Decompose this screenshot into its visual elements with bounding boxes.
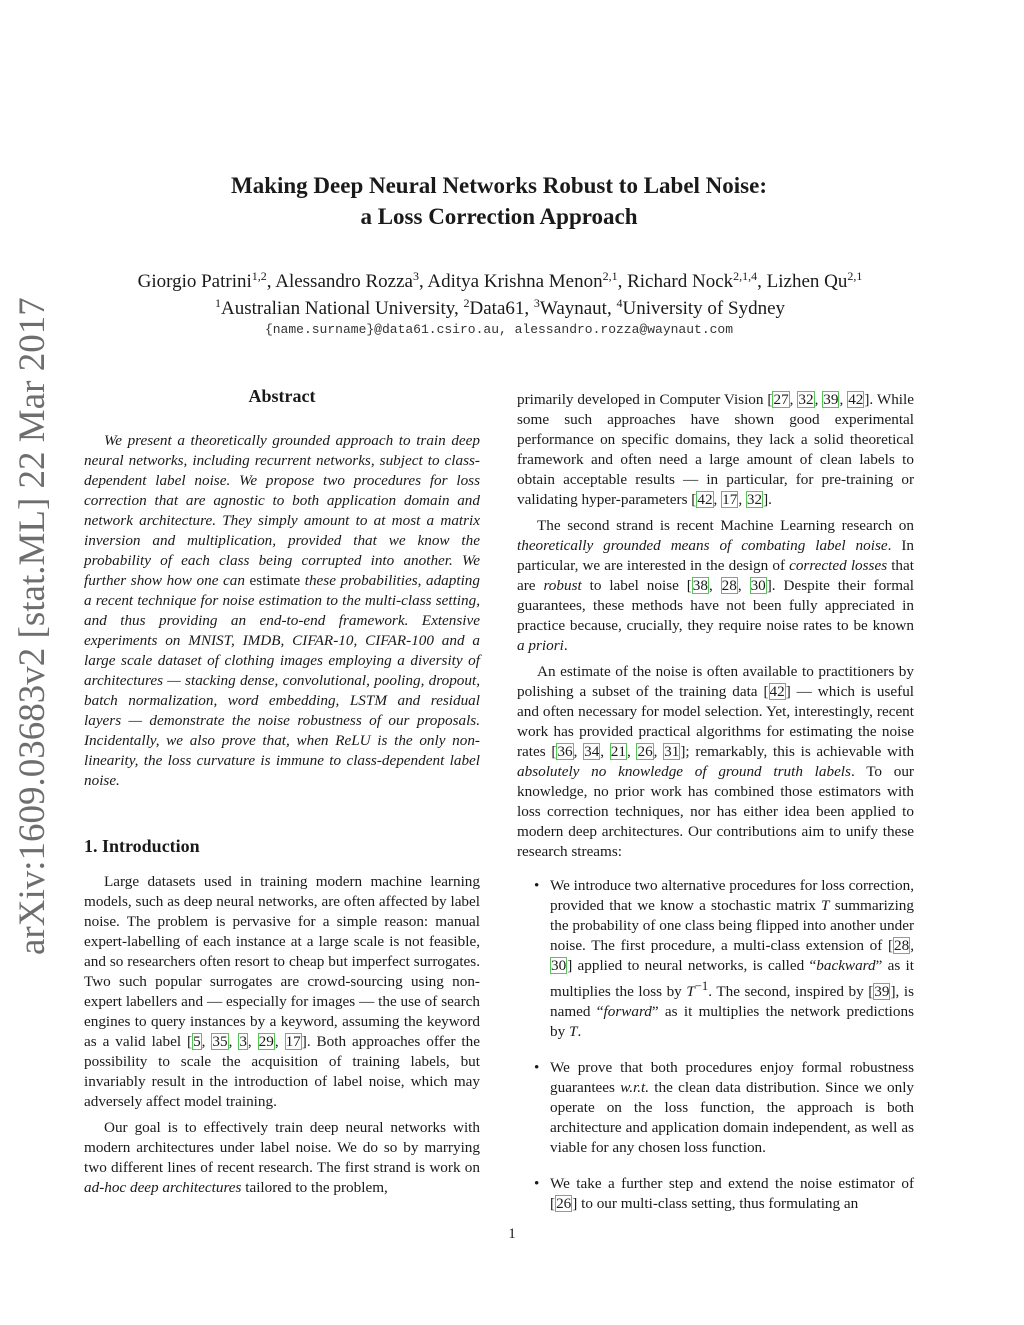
author-affiliation-mark: 3 — [412, 269, 419, 283]
text-span: We prove that both procedures enjoy formal robustness guarantees — [550, 1059, 914, 1097]
author-affiliation-mark: 2,1,4 — [733, 269, 758, 283]
affiliation-list — [60, 295, 940, 322]
citation-link[interactable]: 26 — [556, 1195, 572, 1213]
text-span: these probabilities, adapting a recent technique for noise estimation to the multi-class setting, and thus providing an end-to-end framework. Extensive experiments on MNIST, IMDB, CIFAR-10, CIFAR-100 and a large scale dataset of clothing images employing a diversity of architectures — stacking dense, convolutional, pooling, dropout, batch normalization, word embedding, LSTM and residual layers — demonstrate the noise robustness of our proposals. Incidentally, we also prove that, when ReLU is the only non-linearity, the loss curvature is immune to class-dependent label noise. — [84, 572, 480, 789]
text-span: ]. — [763, 491, 772, 508]
citation-link[interactable]: 21 — [610, 743, 626, 760]
bullet-marker: • — [534, 1175, 540, 1193]
citation-link[interactable]: 42 — [769, 683, 785, 700]
citation-link[interactable]: 35 — [212, 1033, 228, 1050]
introduction-body-left — [84, 872, 480, 1204]
emphasis: absolutely no knowledge of ground truth labels — [517, 763, 851, 780]
introduction-body-right — [517, 390, 914, 1230]
citation-link[interactable]: 3 — [239, 1033, 247, 1050]
contribution-item — [517, 1174, 914, 1214]
citation-link[interactable]: 39 — [874, 983, 890, 1001]
bullet-marker: • — [534, 877, 540, 894]
text-span: to label noise [ — [581, 577, 692, 594]
affiliation-mark: 2 — [463, 296, 470, 310]
author-block — [60, 268, 940, 322]
citation-link[interactable]: 38 — [692, 577, 708, 594]
text-span: ] to our multi-class setting, thus formulating an — [572, 1195, 859, 1213]
text-span: ]. Both approaches offer the possibility to scale the acquisition of training labels, but invariably result in the introduction of label noise, which may adversely affect model training. — [84, 1033, 480, 1110]
author-name: , Lizhen Qu — [757, 271, 848, 292]
text-span: . — [563, 637, 568, 654]
text-span: ” as it multiplies the loss by — [550, 957, 914, 1001]
math-superscript: −1 — [694, 979, 709, 993]
author-name: , Aditya Krishna Menon — [418, 271, 603, 292]
text-span: ] applied to neural networks, is called “ — [567, 957, 817, 974]
section-heading-introduction: 1. Introduction — [84, 836, 200, 856]
affiliation-mark: 3 — [533, 296, 540, 310]
citation-link[interactable]: 30 — [551, 957, 567, 974]
text-span: ]. Despite their formal guarantees, these methods have not been fully appreciated in practice because, crucially, they require noise rates to be known — [517, 577, 915, 634]
text-span: . To our knowledge, no prior work has combined those estimators with loss correction techniques, nor has either idea been applied to modern deep architectures. Our contributions aim to unify these research streams: — [517, 763, 914, 860]
text-span: We take a further step and extend the noise estimator of [ — [550, 1175, 914, 1213]
text-span: that are — [517, 557, 914, 594]
emphasis: a priori — [517, 637, 564, 654]
math-symbol: T — [568, 1023, 578, 1041]
citation-link[interactable]: 30 — [750, 577, 766, 594]
emphasis: backward — [816, 957, 876, 974]
text-span: summarizing the probability of one class being flipped into another under noise. The first procedure, a multi-class extension of [ — [550, 897, 914, 954]
emphasis: forward — [603, 1003, 652, 1021]
author-name: Giorgio Patrini — [137, 271, 252, 292]
paragraph: The second strand is recent Machine Learning research on theoretically grounded means of combating label noise. In particular, we are interested in the design of corrected losses that are robust to label noise [38, 28, 30]. Despite their formal guarantees, these methods have not been fully appreciated in practice because, crucially, they require noise rates to be known a priori. — [517, 517, 915, 654]
text-span: . In particular, we are interested in the design of — [517, 537, 914, 574]
citation-link[interactable]: 17 — [722, 491, 738, 508]
author-emails: {name.surname}@data61.csiro.au, alessandro.rozza@waynaut.com — [264, 322, 734, 337]
paper-title — [80, 170, 918, 232]
author-list — [60, 268, 940, 295]
text-span: ] — which is useful and often necessary for model selection. Yet, interestingly, recent work has provided practical algorithms for estimating the noise rates [ — [517, 683, 915, 760]
emphasis: ad-hoc deep architectures — [84, 1179, 242, 1196]
citation-link[interactable]: 29 — [258, 1033, 274, 1050]
paragraph: Large datasets used in training modern machine learning models, such as deep neural networks, are often affected by label noise. The problem is pervasive for a simple reason: manual expert-labelling of each instance at a large scale is not feasible, and so researchers often resort to cheap but imperfect surrogates. Two such popular surrogates are crowd-sourcing using non-expert labellers and — especially for images — the use of search engines to query instances by a keyword, assuming the keyword as a valid label [5, 35, 3, 29, 17]. Both approaches offer the possibility to scale the acquisition of training labels, but invariably result in the introduction of label noise, which may adversely affect model training. — [84, 873, 480, 1110]
text-span: The second strand is recent Machine Learning research on — [537, 517, 914, 534]
contribution-item — [517, 1058, 914, 1158]
contribution-item: • We introduce two alternative procedures for loss correction, provided that we know a stochastic matrix T summarizing the probability of one class being flipped into another under noise. The first procedure, a multi-class extension of [28, 30] applied to neural networks, is called “backward” as it multiplies the loss by $T^{-1}$. The second, inspired by [39], is named “forward” as it multiplies the network predictions by T. — [534, 877, 915, 1041]
text-span: We present a theoretically grounded approach to train deep neural networks, including recurrent networks, subject to class-dependent label noise. We propose two procedures for loss correction that are agnostic to both application domain and network architecture. They simply amount to at most a matrix inversion and multiplication, provided that we know the probability of each class being corrupted into another. We further show how one can — [84, 432, 480, 589]
citation-link[interactable]: 27 — [773, 391, 789, 408]
page-number: 1 — [508, 1226, 516, 1242]
paragraph: An estimate of the noise is often available to practitioners by polishing a subset of the training data [42] — which is useful and often necessary for model selection. Yet, interestingly, recent work has provided practical algorithms for estimating the noise rates [36, 34, 21, 26, 31]; remarkably, this is achievable with absolutely no knowledge of ground truth labels. To our knowledge, no prior work has combined those estimators with loss correction techniques, nor has either idea been applied to modern deep architectures. Our contributions aim to unify these research streams: — [517, 663, 915, 860]
citation-link[interactable]: 31 — [664, 743, 680, 760]
text-span: An estimate of the noise is often available to practitioners by polishing a subset of the training data [ — [517, 663, 914, 700]
affiliation-name: Waynaut, — [539, 298, 617, 319]
author-name: , Alessandro Rozza — [266, 271, 413, 292]
math-symbol: T — [821, 897, 830, 914]
author-name: , Richard Nock — [617, 271, 734, 292]
citation-link[interactable]: 42 — [848, 391, 864, 408]
bullet-marker: • — [534, 1059, 540, 1077]
emphasis: theoretically grounded means of combating label noise — [517, 537, 888, 554]
affiliation-mark: 1 — [214, 296, 221, 310]
citation-link[interactable]: 26 — [637, 743, 653, 760]
math-symbol: T — [686, 983, 695, 1001]
affiliation-name: University of Sydney — [622, 298, 786, 319]
text-span: ]. While some such approaches have shown good experimental performance on specific domains, they lack a solid theoretical framework and often need a large amount of clean labels to obtain acceptable results — in particular, for pre-training or validating hyper-parameters [ — [517, 391, 914, 508]
arxiv-identifier: arXiv:1609.03683v2 [stat.ML] 22 Mar 2017 — [12, 297, 53, 955]
text-span: . The second, inspired by [ — [708, 983, 874, 1001]
citation-link[interactable]: 28 — [894, 937, 910, 954]
text-span: tailored to the problem, — [241, 1179, 388, 1196]
emphasis: corrected losses — [789, 557, 888, 574]
text-span: ], is named “ — [550, 983, 915, 1021]
author-affiliation-mark: 2,1 — [847, 269, 863, 283]
citation-link[interactable]: 17 — [285, 1033, 301, 1050]
citation-link[interactable]: 39 — [823, 391, 839, 408]
citation-link[interactable]: 34 — [584, 743, 600, 760]
paragraph: primarily developed in Computer Vision [27, 32, 39, 42]. While some such approaches have shown good experimental performance on specific domains, they lack a solid theoretical framework and often need a large amount of clean labels to obtain acceptable results — in particular, for pre-training or validating hyper-parameters [42, 17, 32]. — [517, 391, 914, 508]
affiliation-name: Data61, — [469, 298, 534, 319]
title-line-1: Making Deep Neural Networks Robust to Label Noise: — [230, 173, 767, 198]
text-span: primarily developed in Computer Vision [ — [517, 391, 773, 408]
text-span: estimate — [249, 572, 301, 589]
title-line-2: a Loss Correction Approach — [360, 204, 638, 229]
abstract-heading: Abstract — [248, 386, 316, 406]
text-span: . — [577, 1023, 582, 1041]
contribution-list — [517, 876, 914, 1214]
emphasis: robust — [543, 577, 582, 594]
text-span: the clean data distribution. Since we only operate on the loss function, the approach is both architecture and application domain independent, as well as viable for any chosen loss function. — [550, 1079, 915, 1157]
author-affiliation-mark: 1,2 — [251, 269, 267, 283]
affiliation-name: Australian National University, — [220, 298, 464, 319]
citation-link[interactable]: 32 — [798, 391, 814, 408]
abstract-body — [84, 431, 480, 797]
author-affiliation-mark: 2,1 — [602, 269, 618, 283]
affiliation-mark: 4 — [616, 296, 623, 310]
citation-link[interactable]: 36 — [557, 743, 573, 760]
text-span: Our goal is to effectively train deep neural networks with modern architectures under label noise. We do so by marrying two different lines of recent research. The first strand is work on — [84, 1119, 480, 1176]
citation-link[interactable]: 42 — [697, 491, 713, 508]
emphasis: w.r.t. — [620, 1079, 650, 1097]
text-span: We introduce two alternative procedures for loss correction, provided that we know a stochastic matrix — [550, 877, 914, 914]
abstract-paragraph — [84, 431, 480, 791]
paragraph — [84, 1118, 480, 1198]
text-span: ” as it multiplies the network predictions by — [550, 1003, 914, 1041]
citation-link[interactable]: 5 — [193, 1033, 201, 1050]
text-span: ]; remarkably, this is achievable with — [680, 743, 915, 760]
citation-link[interactable]: 28 — [721, 577, 737, 594]
citation-link[interactable]: 32 — [746, 491, 763, 508]
text-span: Large datasets used in training modern machine learning models, such as deep neural networks, are often affected by label noise. The problem is pervasive for a simple reason: manual expert-labelling of each instance at a large scale is not feasible, and so researchers often resort to cheap but imperfect surrogates. Two such popular surrogates are crowd-sourcing using non-expert labellers and — especially for images — the use of search engines to query instances by a keyword, assuming the keyword as a valid label [ — [84, 873, 480, 1050]
